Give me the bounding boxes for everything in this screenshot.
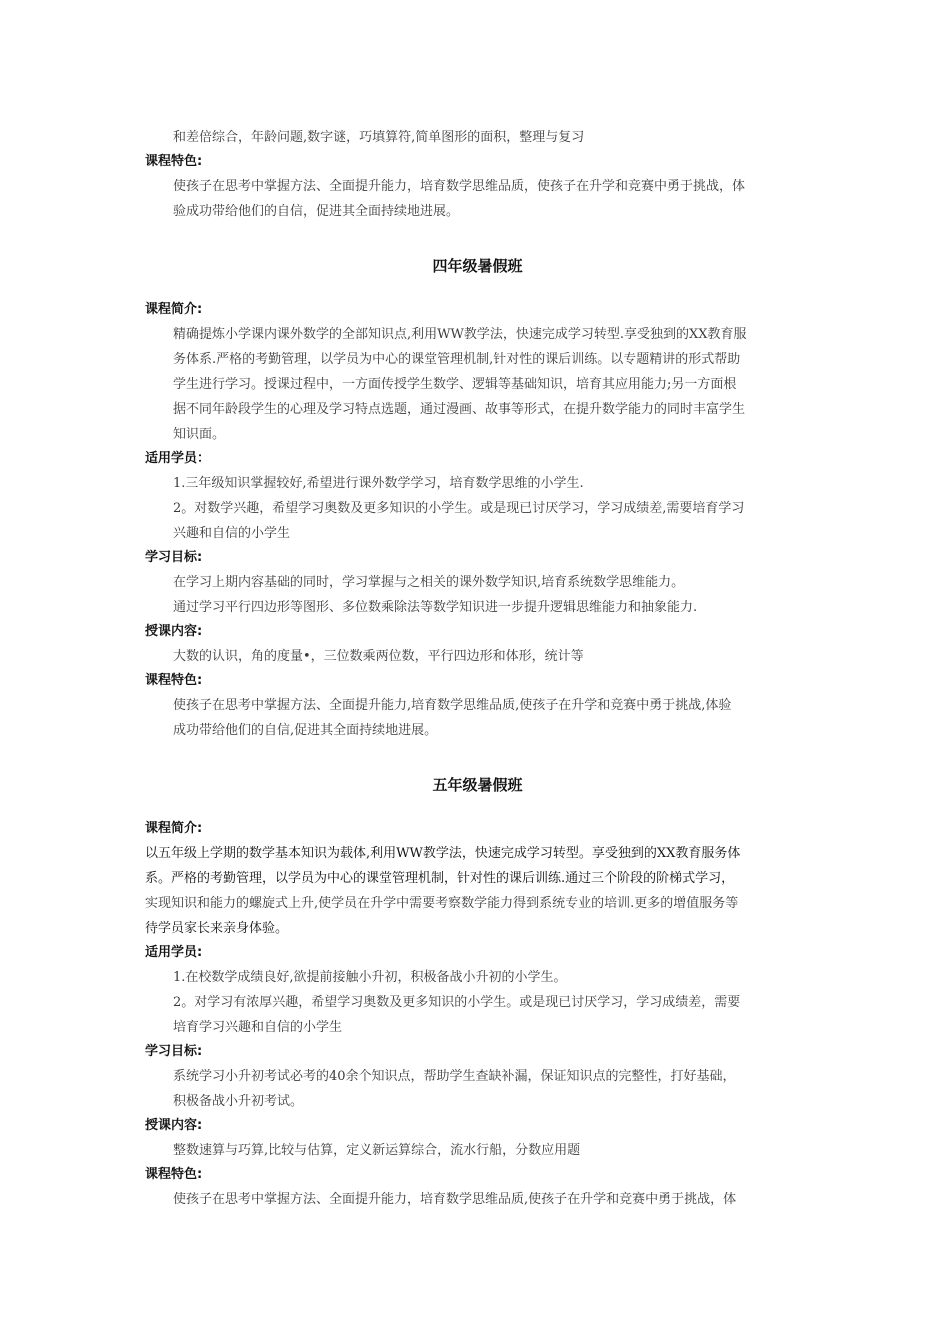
paragraph-line: 整数速算与巧算,比较与估算，定义新运算综合，流水行船，分数应用题 xyxy=(173,1143,581,1158)
paragraph-line: 培育学习兴趣和自信的小学生 xyxy=(173,1020,343,1035)
section-label-intro: 课程简介: xyxy=(145,821,203,836)
paragraph-line: 使孩子在思考中掌握方法、全面提升能力，培育数学思维品质，使孩子在升学和竞赛中勇于挑战，体 xyxy=(173,179,746,194)
document-body xyxy=(145,125,810,1212)
paragraph-line: 系统学习小升初考试必考的40余个知识点，帮助学生查缺补漏，保证知识点的完整性，打好基础， xyxy=(173,1069,736,1084)
paragraph-line: 据不同年龄段学生的心理及学习特点选题，通过漫画、故事等形式，在提升数学能力的同时丰富学生 xyxy=(173,402,746,417)
section-label-goals: 学习目标: xyxy=(145,1044,203,1059)
section-label-features: 课程特色: xyxy=(145,673,203,688)
paragraph-line: 积极备战小升初考试。 xyxy=(173,1094,304,1109)
paragraph-line: 在学习上期内容基础的同时，学习掌握与之相关的课外数学知识,培育系统数学思维能力。 xyxy=(173,575,685,590)
paragraph-line: 和差倍综合，年龄问题,数字谜，巧填算符,简单图形的面积，整理与复习 xyxy=(173,130,585,145)
section-label-students: 适用学员： xyxy=(145,451,211,466)
paragraph-line: 大数的认识，角的度量•，三位数乘两位数，平行四边形和体形，统计等 xyxy=(173,649,584,664)
paragraph-line: 验成功带给他们的自信，促进其全面持续地进展。 xyxy=(173,204,460,219)
paragraph-line: 成功带给他们的自信,促进其全面持续地进展。 xyxy=(173,723,438,738)
paragraph-line: 实现知识和能力的螺旋式上升,使学员在升学中需要考察数学能力得到系统专业的培训.更多的增值服务等 xyxy=(145,896,739,911)
paragraph-line: 务体系.严格的考勤管理，以学员为中心的课堂管理机制,针对性的课后训练。以专题精讲的形式帮助 xyxy=(173,352,741,367)
paragraph-line: 待学员家长来亲身体验。 xyxy=(145,921,289,936)
paragraph-line: 使孩子在思考中掌握方法、全面提升能力,培育数学思维品质,使孩子在升学和竞赛中勇于挑战,体验 xyxy=(173,698,732,713)
paragraph-line: 兴趣和自信的小学生 xyxy=(173,526,291,541)
paragraph-line: 以五年级上学期的数学基本知识为载体,利用WW教学法，快速完成学习转型。享受独到的XX教育服务体 xyxy=(145,846,741,861)
paragraph-line: 使孩子在思考中掌握方法、全面提升能力，培育数学思维品质,使孩子在升学和竞赛中勇于挑战，体 xyxy=(173,1192,737,1207)
paragraph-line: 学生进行学习。授课过程中，一方面传授学生数学、逻辑等基础知识，培育其应用能力;另一方面根 xyxy=(173,377,737,392)
section-label-features: 课程特色: xyxy=(145,154,203,169)
paragraph-line: 系。严格的考勤管理，以学员为中心的课堂管理机制，针对性的课后训练.通过三个阶段的阶梯式学习， xyxy=(145,871,735,886)
paragraph-line: 通过学习平行四边形等图形、多位数乘除法等数学知识进一步提升逻辑思维能力和抽象能力. xyxy=(173,600,698,615)
section-title-grade5: 五年级暑假班 xyxy=(432,776,523,794)
section-label-intro: 课程简介: xyxy=(145,302,203,317)
section-label-features: 课程特色: xyxy=(145,1167,203,1182)
paragraph-line: 知识面。 xyxy=(173,427,226,442)
paragraph-line: 1.在校数学成绩良好,欲提前接触小升初，积极备战小升初的小学生。 xyxy=(173,970,567,985)
paragraph-line: 精确提炼小学课内课外数学的全部知识点,利用WW教学法，快速完成学习转型.享受独到的XX教育服 xyxy=(173,327,747,342)
section-label-content: 授课内容: xyxy=(145,1118,203,1133)
section-label-students: 适用学员: xyxy=(145,945,203,960)
paragraph-line: 1.三年级知识掌握较好,希望进行课外数学学习，培育数学思维的小学生. xyxy=(173,476,584,491)
section-label-content: 授课内容: xyxy=(145,624,203,639)
paragraph-line: 2。对数学兴趣，希望学习奥数及更多知识的小学生。或是现已讨厌学习，学习成绩差,需要培育学习 xyxy=(173,501,745,516)
paragraph-line: 2。对学习有浓厚兴趣，希望学习奥数及更多知识的小学生。或是现已讨厌学习，学习成绩差，需要 xyxy=(173,995,741,1010)
section-title-grade4: 四年级暑假班 xyxy=(432,257,523,275)
section-label-goals: 学习目标: xyxy=(145,550,203,565)
